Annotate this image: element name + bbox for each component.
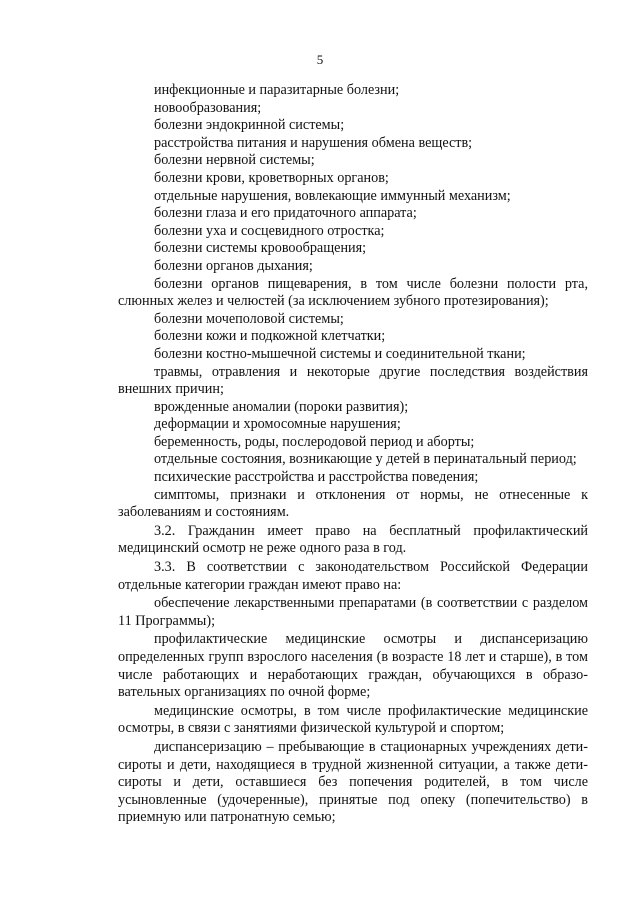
list-item-genitourinary: болезни мочеполовой системы; [154,310,344,327]
right-medicines: обеспечение лекарственными препаратами (в соответствии с разделом 11 Программы); [118,595,588,629]
list-item-skin: болезни кожи и подкожной клетчатки; [154,328,386,345]
list-item-chromosomal: деформации и хромосомные нарушения; [154,416,401,433]
list-item-digestive: болезни органов пищеварения, в том числе болезни полости рта, слюнных желез и челюстей (за исключением зубного протезирования); [118,275,588,310]
list-item-infectious: инфекционные и паразитарные болезни; [154,82,400,98]
list-item-congenital: врожденные аномалии (пороки развития); [154,398,409,415]
list-item-mental: психические расстройства и расстройства поведения; [154,469,479,486]
right-sports-exams: медицинские осмотры, в том числе профилактические медицинские осмотры, в связи с занятиями физической культурой и спортом; [118,702,588,737]
right-dispensarization-orphans: диспансеризацию – пребывающие в стационарных учреждениях дети-сироты и дети, находящиеся в трудной жизненной ситуации, а также дети-сироты и дети, оставшиеся без попечения родителей, в том числе усыновленные (удочеренные), принятые под опеку (попечительство) в приемную или патронатную семью; [118,738,588,826]
list-item-nervous: болезни нервной системы; [154,152,315,169]
list-item-blood: болезни крови, кроветворных органов; [154,169,389,186]
list-item-injuries: травмы, отравления и некоторые другие последствия воздействия внешних причин; [118,363,588,398]
list-item-immune: отдельные нарушения, вовлекающие иммунный механизм; [154,187,511,204]
list-item-symptoms: симптомы, признаки и отклонения от нормы, не отнесенные к заболеваниям и состояниям. [118,486,588,521]
list-item-respiratory: болезни органов дыхания; [154,257,313,274]
list-item-circulatory: болезни системы кровообращения; [154,240,367,257]
list-item-nutrition: расстройства питания и нарушения обмена веществ; [154,134,473,151]
list-item-endocrine: болезни эндокринной системы; [154,117,345,134]
clause-3-3: 3.3. В соответствии с законодательством Российской Федерации отдельные категории граждан имеют право на: [118,559,588,593]
document-body [118,82,588,827]
list-item-pregnancy: беременность, роды, послеродовой период и аборты; [154,433,475,450]
list-item-eye: болезни глаза и его придаточного аппарата; [154,205,417,222]
clause-3-2: 3.2. Гражданин имеет право на бесплатный профилактический медицинский осмотр не реже одного раза в год. [118,522,588,557]
list-item-ear: болезни уха и сосцевидного отростка; [154,222,385,239]
list-item-perinatal: отдельные состояния, возникающие у детей в перинатальный период; [154,451,577,468]
right-preventive-exams: профилактические медицинские осмотры и диспансеризацию определенных групп взрослого населения (в возрасте 18 лет и старше), в том числе работающих и неработающих граждан, обучающихся в образо-вательных организациях по очной форме; [118,631,588,701]
page-number: 5 [316,52,324,67]
list-item-neoplasms: новообразования; [154,99,262,116]
list-item-musculoskeletal: болезни костно-мышечной системы и соединительной ткани; [154,345,526,362]
